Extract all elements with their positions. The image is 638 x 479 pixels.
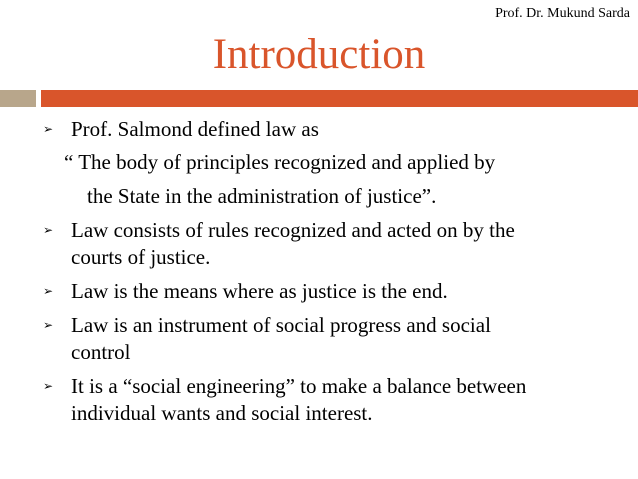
- slide-body: [0, 116, 638, 434]
- author-name: Prof. Dr. Mukund Sarda: [495, 6, 630, 21]
- arrow-bullet-icon: ➢: [43, 318, 54, 332]
- bullet-text: It is a “social engineering” to make a balance between: [71, 374, 527, 398]
- arrow-bullet-icon: ➢: [43, 223, 54, 237]
- bullet-text: Law is an instrument of social progress and social: [71, 313, 491, 337]
- bullet-item: [0, 116, 638, 143]
- bullet-text: control: [71, 340, 131, 364]
- arrow-bullet-icon: ➢: [43, 122, 54, 136]
- bullet-item: [0, 312, 638, 366]
- bullet-text: Law consists of rules recognized and acted on by the: [71, 218, 515, 242]
- bullet-text: courts of justice.: [71, 245, 211, 269]
- title-rule-right: [41, 90, 638, 107]
- bullet-item: [0, 217, 638, 271]
- bullet-text: Prof. Salmond defined law as: [71, 117, 319, 141]
- arrow-bullet-icon: ➢: [43, 379, 54, 393]
- arrow-bullet-icon: ➢: [43, 284, 54, 298]
- bullet-text: individual wants and social interest.: [71, 401, 373, 425]
- title-rule-left: [0, 90, 36, 107]
- bullet-text: Law is the means where as justice is the end.: [71, 279, 448, 303]
- bullet-item: [0, 373, 638, 427]
- slide-title: Introduction: [212, 31, 426, 78]
- quote-line: “ The body of principles recognized and applied by: [64, 150, 496, 174]
- quote-line: the State in the administration of justice”.: [87, 184, 437, 208]
- bullet-item: [0, 278, 638, 305]
